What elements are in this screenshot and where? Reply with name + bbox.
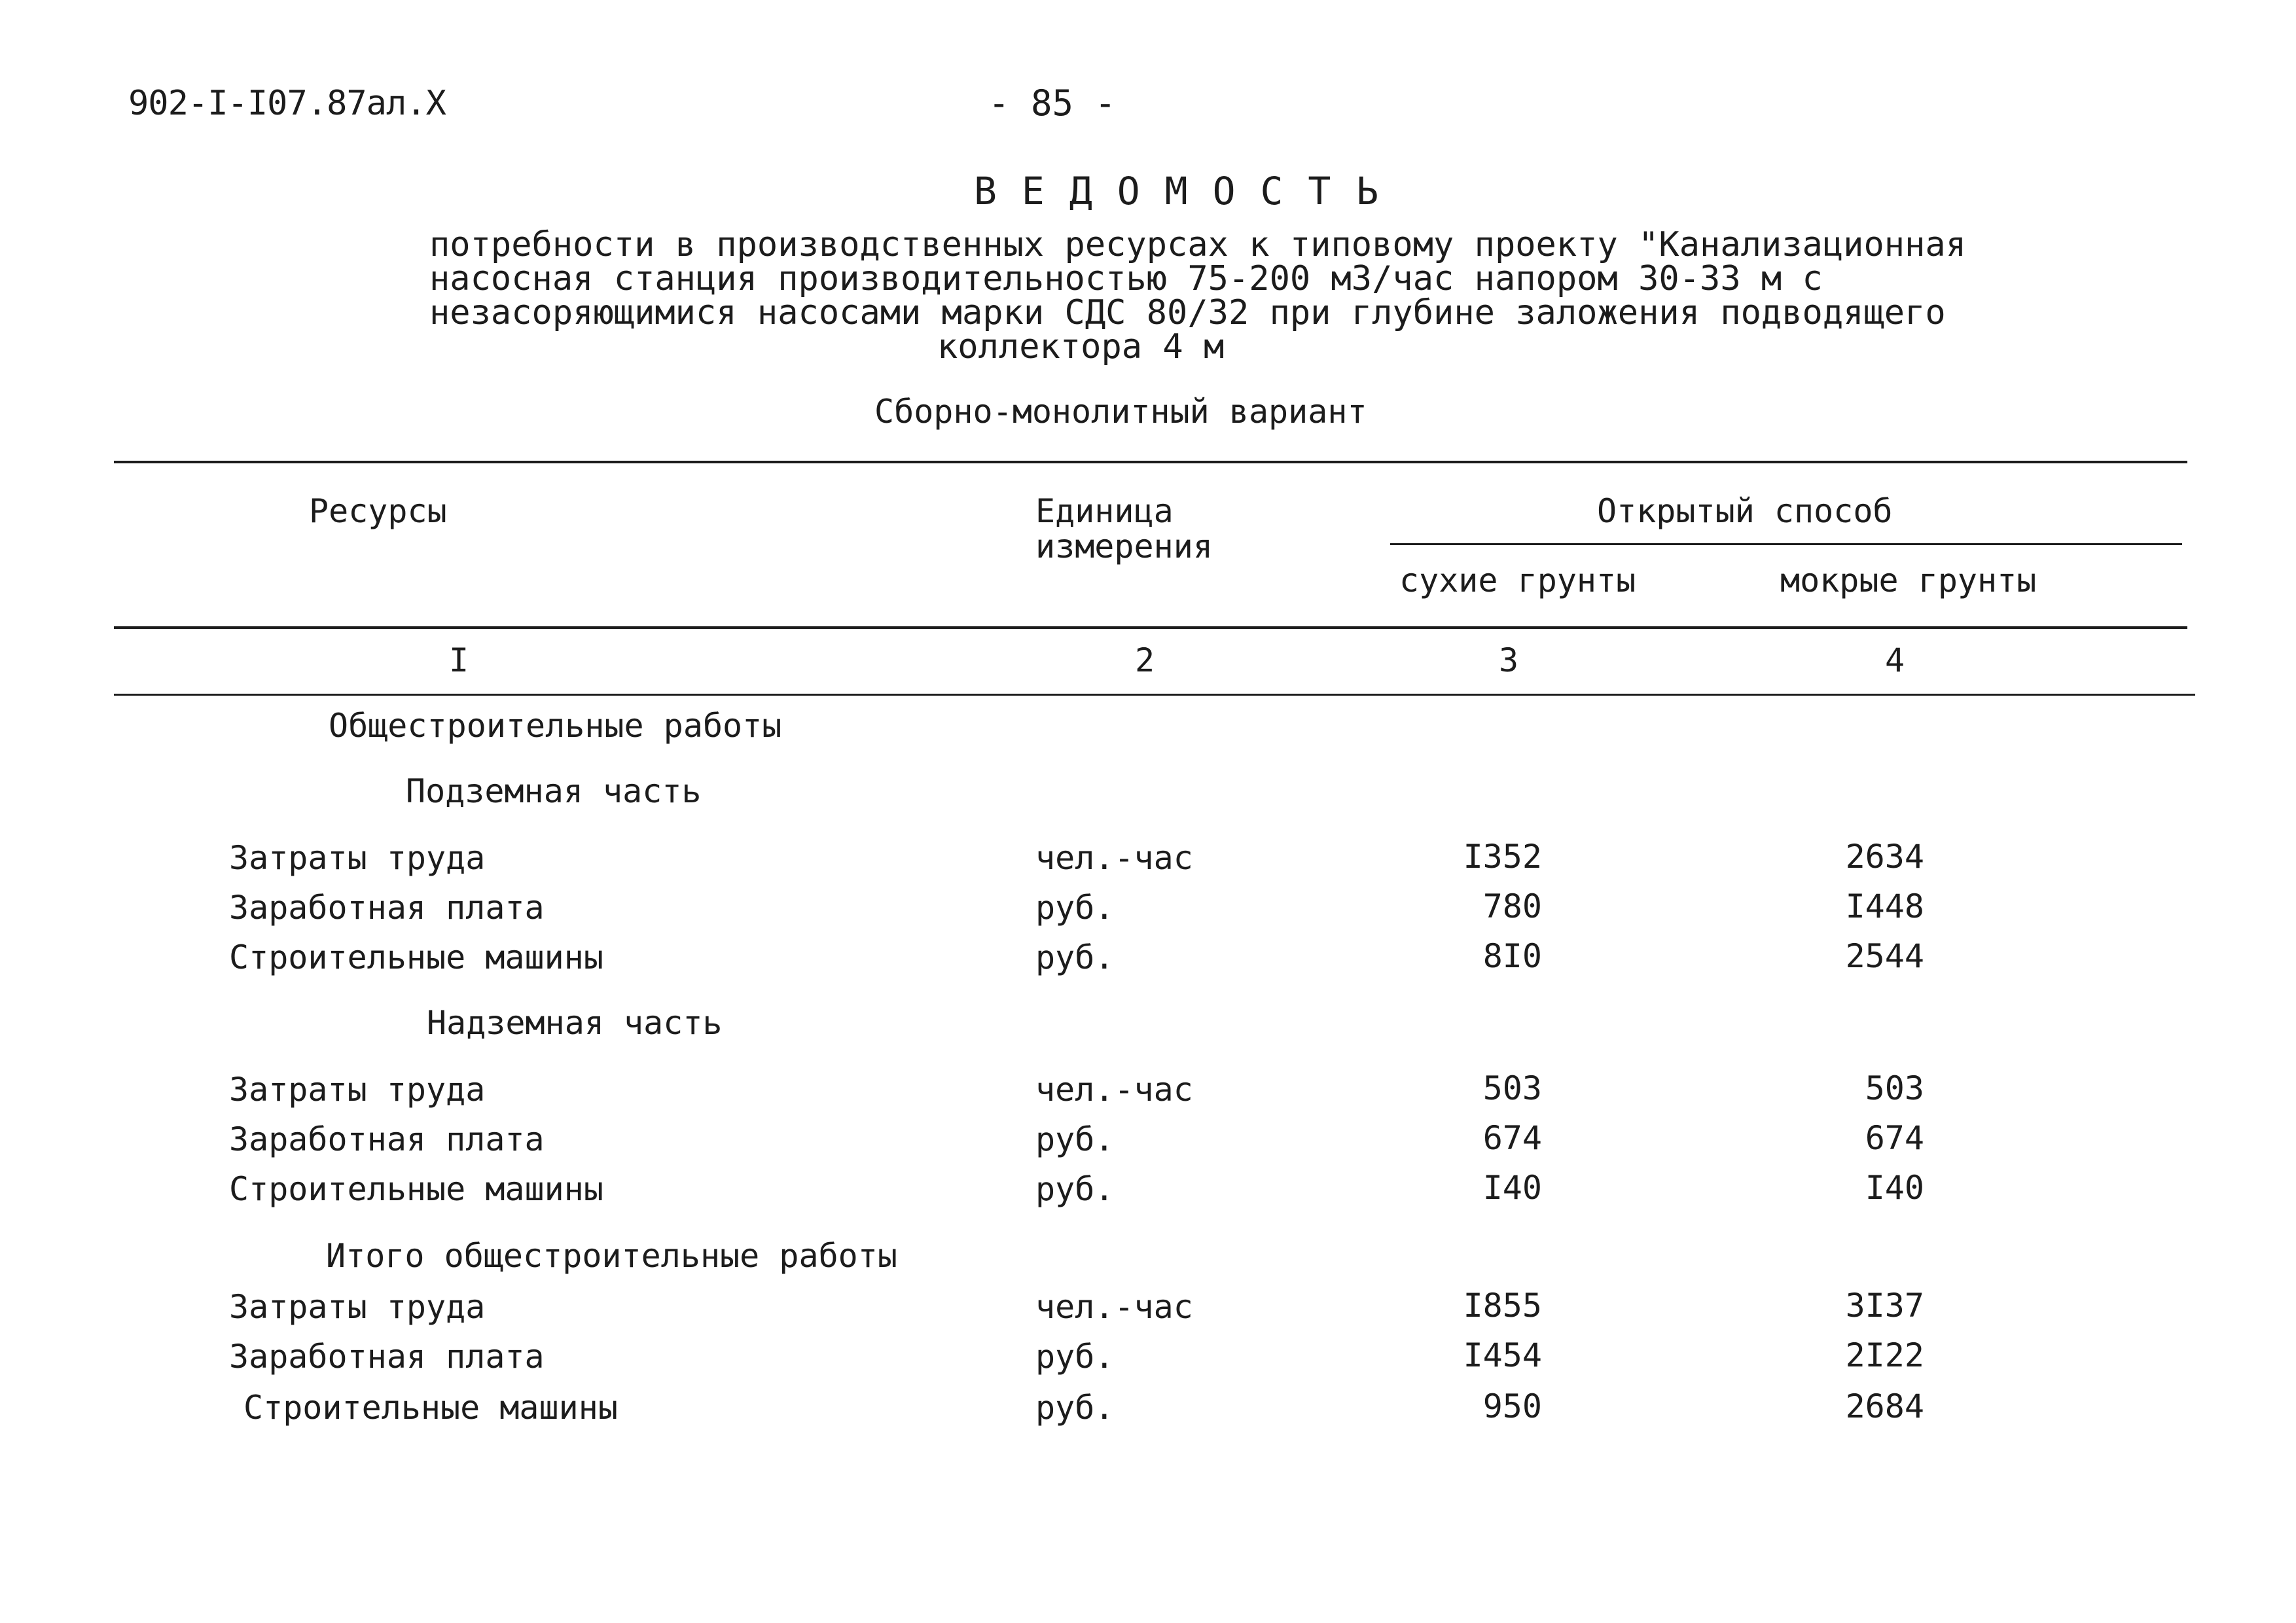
subtitle-line-2: насосная станция производительностью 75-200 м3/час напором 30-33 м с [429, 259, 1823, 298]
row-name: Затраты труда [229, 839, 486, 877]
column-header-open-method: Открытый способ [1597, 492, 1893, 530]
row-value-wet: 2684 [1845, 1387, 1924, 1425]
row-name: Затраты труда [229, 1288, 486, 1326]
document-title: ВЕДОМОСТЬ [974, 169, 1404, 213]
row-value-dry: I352 [1463, 838, 1542, 876]
subtitle-line-4: коллектора 4 м [937, 327, 1225, 366]
row-value-dry: 950 [1482, 1387, 1542, 1425]
group-title: Надземная часть [427, 1004, 723, 1042]
row-value-dry: I454 [1463, 1336, 1542, 1374]
column-number-2: 2 [1135, 641, 1155, 679]
column-number-4: 4 [1885, 641, 1905, 679]
row-unit: руб. [1035, 938, 1115, 976]
column-number-1: I [449, 641, 469, 679]
group-title: Подземная часть [406, 772, 702, 810]
group-title: Итого общестроительные работы [326, 1237, 897, 1275]
row-value-wet: 2634 [1845, 838, 1924, 876]
row-name: Строительные машины [243, 1389, 618, 1427]
row-value-dry: 503 [1482, 1069, 1542, 1107]
row-name: Заработная плата [229, 889, 545, 927]
row-value-dry: I40 [1482, 1169, 1542, 1207]
row-value-wet: I40 [1865, 1169, 1924, 1207]
row-value-dry: 8I0 [1482, 937, 1542, 975]
row-name: Строительные машины [229, 1170, 603, 1208]
column-header-dry-soil: сухие грунты [1399, 562, 1636, 599]
table-group-rule [1390, 543, 2182, 545]
row-unit: чел.-час [1035, 1071, 1193, 1109]
column-header-resources: Ресурсы [309, 492, 447, 530]
row-value-wet: I448 [1845, 887, 1924, 925]
row-value-wet: 2I22 [1845, 1336, 1924, 1374]
row-name: Заработная плата [229, 1120, 545, 1158]
row-unit: чел.-час [1035, 839, 1193, 877]
row-name: Затраты труда [229, 1071, 486, 1109]
variant-label: Сборно-монолитный вариант [874, 393, 1367, 431]
row-unit: руб. [1035, 1338, 1115, 1376]
row-name: Строительные машины [229, 938, 603, 976]
table-top-rule [114, 461, 2187, 463]
row-value-wet: 3I37 [1845, 1287, 1924, 1325]
column-header-wet-soil: мокрые грунты [1780, 562, 2037, 599]
row-value-wet: 503 [1865, 1069, 1924, 1107]
row-name: Заработная плата [229, 1338, 545, 1376]
row-unit: руб. [1035, 1170, 1115, 1208]
page-number: - 85 - [988, 82, 1117, 124]
subtitle-line-3: незасоряющимися насосами марки СДС 80/32 при глубине заложения подводящего [429, 293, 1946, 332]
row-unit: руб. [1035, 1120, 1115, 1158]
row-value-dry: 780 [1482, 887, 1542, 925]
row-unit: руб. [1035, 1389, 1115, 1427]
row-value-dry: 674 [1482, 1119, 1542, 1157]
section-title: Общестроительные работы [329, 707, 782, 745]
row-unit: чел.-час [1035, 1288, 1193, 1326]
document-code: 902-I-I07.87ал.X [128, 84, 446, 123]
row-value-wet: 2544 [1845, 937, 1924, 975]
subtitle-line-1: потребности в производственных ресурсах к типовому проекту "Канализационная [429, 225, 1966, 264]
column-header-unit: Единица измерения [1035, 492, 1213, 565]
table-number-rule [114, 694, 2195, 696]
row-value-dry: I855 [1463, 1287, 1542, 1325]
row-value-wet: 674 [1865, 1119, 1924, 1157]
table-header-rule [114, 626, 2187, 629]
column-number-3: 3 [1499, 641, 1519, 679]
row-unit: руб. [1035, 889, 1115, 927]
